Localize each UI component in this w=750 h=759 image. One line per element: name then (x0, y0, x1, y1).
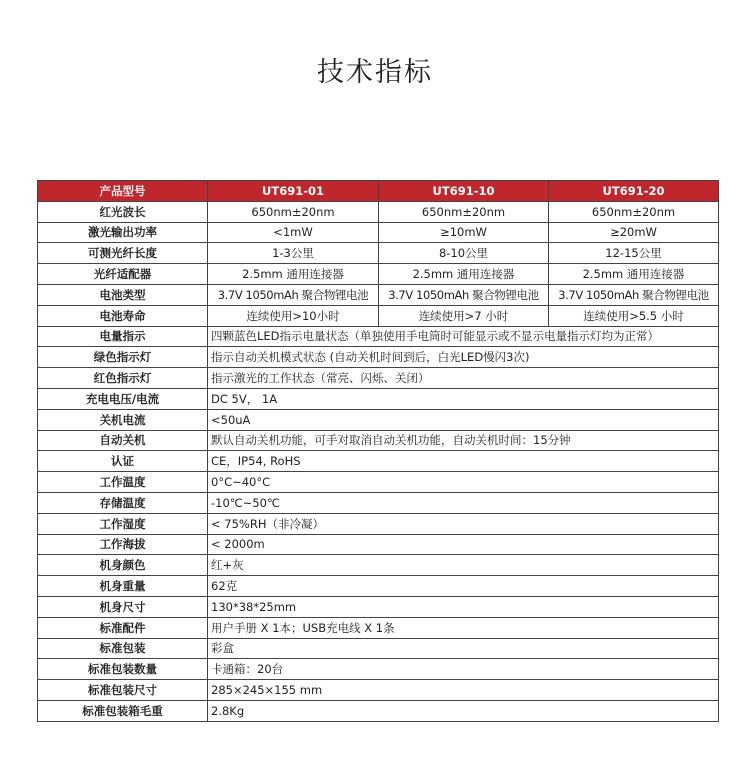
header-cell-model: 产品型号 (38, 181, 208, 202)
table-row (38, 638, 719, 659)
table-row (38, 659, 719, 680)
table-row (38, 284, 719, 305)
row-label: 存储温度 (38, 492, 208, 513)
row-label: 电量指示 (38, 326, 208, 347)
cell-value: 彩盒 (208, 638, 719, 659)
cell-value: CE，IP54, RoHS (208, 451, 719, 472)
cell-value: 指示激光的工作状态（常亮、闪烁、关闭） (208, 368, 719, 389)
table-row (38, 347, 719, 368)
row-label: 标准包装尺寸 (38, 680, 208, 701)
header-cell-ut691-01: UT691-01 (208, 181, 379, 202)
row-label: 红光波长 (38, 201, 208, 222)
table-row (38, 472, 719, 493)
cell-value: DC 5V， 1A (208, 388, 719, 409)
cell-value: 1-3公里 (208, 243, 379, 264)
cell-value: 3.7V 1050mAh 聚合物锂电池 (549, 284, 719, 305)
cell-value: 连续使用>7 小时 (379, 305, 549, 326)
cell-value: 用户手册 X 1本；USB充电线 X 1条 (208, 617, 719, 638)
cell-value: 8-10公里 (379, 243, 549, 264)
row-label: 工作温度 (38, 472, 208, 493)
cell-value: 285×245×155 mm (208, 680, 719, 701)
cell-value: ≥10mW (379, 222, 549, 243)
table-row (38, 201, 719, 222)
table-header-row (38, 181, 719, 202)
cell-value: <50uA (208, 409, 719, 430)
header-cell-ut691-20: UT691-20 (549, 181, 719, 202)
row-label: 认证 (38, 451, 208, 472)
cell-value: <1mW (208, 222, 379, 243)
row-label: 标准包装数量 (38, 659, 208, 680)
row-label: 自动关机 (38, 430, 208, 451)
header-cell-ut691-10: UT691-10 (379, 181, 549, 202)
table-row (38, 576, 719, 597)
table-row (38, 513, 719, 534)
spec-table (37, 180, 719, 722)
row-label: 电池类型 (38, 284, 208, 305)
cell-value: 2.5mm 通用连接器 (379, 264, 549, 285)
row-label: 标准配件 (38, 617, 208, 638)
cell-value: 130*38*25mm (208, 596, 719, 617)
table-row (38, 409, 719, 430)
table-row (38, 430, 719, 451)
row-label: 关机电流 (38, 409, 208, 430)
cell-value: 连续使用>5.5 小时 (549, 305, 719, 326)
table-row (38, 596, 719, 617)
cell-value: 指示自动关机模式状态 (自动关机时间到后，白光LED慢闪3次) (208, 347, 719, 368)
table-row (38, 492, 719, 513)
cell-value: 连续使用>10小时 (208, 305, 379, 326)
row-label: 电池寿命 (38, 305, 208, 326)
row-label: 绿色指示灯 (38, 347, 208, 368)
cell-value: 650nm±20nm (208, 201, 379, 222)
cell-value: 红+灰 (208, 555, 719, 576)
row-label: 机身颜色 (38, 555, 208, 576)
row-label: 充电电压/电流 (38, 388, 208, 409)
row-label: 标准包装 (38, 638, 208, 659)
cell-value: 650nm±20nm (549, 201, 719, 222)
row-label: 光纤适配器 (38, 264, 208, 285)
row-label: 激光输出功率 (38, 222, 208, 243)
cell-value: 3.7V 1050mAh 聚合物锂电池 (379, 284, 549, 305)
table-row (38, 326, 719, 347)
cell-value: 2.5mm 通用连接器 (549, 264, 719, 285)
row-label: 机身尺寸 (38, 596, 208, 617)
cell-value: ≥20mW (549, 222, 719, 243)
cell-value: 2.8Kg (208, 700, 719, 721)
cell-value: 2.5mm 通用连接器 (208, 264, 379, 285)
cell-value: 62克 (208, 576, 719, 597)
table-row (38, 451, 719, 472)
cell-value: < 75%RH（非冷凝） (208, 513, 719, 534)
row-label: 红色指示灯 (38, 368, 208, 389)
row-label: 工作海拔 (38, 534, 208, 555)
table-row (38, 388, 719, 409)
table-row (38, 555, 719, 576)
cell-value: -10℃~50℃ (208, 492, 719, 513)
cell-value: < 2000m (208, 534, 719, 555)
cell-value: 650nm±20nm (379, 201, 549, 222)
table-row (38, 305, 719, 326)
page-title: 技术指标 (317, 57, 433, 88)
table-row (38, 534, 719, 555)
table-row (38, 368, 719, 389)
row-label: 工作湿度 (38, 513, 208, 534)
cell-value: 默认自动关机功能，可手对取消自动关机功能，自动关机时间：15分钟 (208, 430, 719, 451)
table-row (38, 264, 719, 285)
row-label: 可测光纤长度 (38, 243, 208, 264)
table-row (38, 222, 719, 243)
cell-value: 12-15公里 (549, 243, 719, 264)
table-row (38, 680, 719, 701)
cell-value: 3.7V 1050mAh 聚合物锂电池 (208, 284, 379, 305)
table-row (38, 700, 719, 721)
cell-value: 0°C~40°C (208, 472, 719, 493)
table-row (38, 617, 719, 638)
table-row (38, 243, 719, 264)
spec-table-body (38, 201, 719, 721)
cell-value: 卡通箱：20台 (208, 659, 719, 680)
row-label: 机身重量 (38, 576, 208, 597)
row-label: 标准包装箱毛重 (38, 700, 208, 721)
cell-value: 四颗蓝色LED指示电量状态（单独使用手电筒时可能显示或不显示电量指示灯均为正常） (208, 326, 719, 347)
